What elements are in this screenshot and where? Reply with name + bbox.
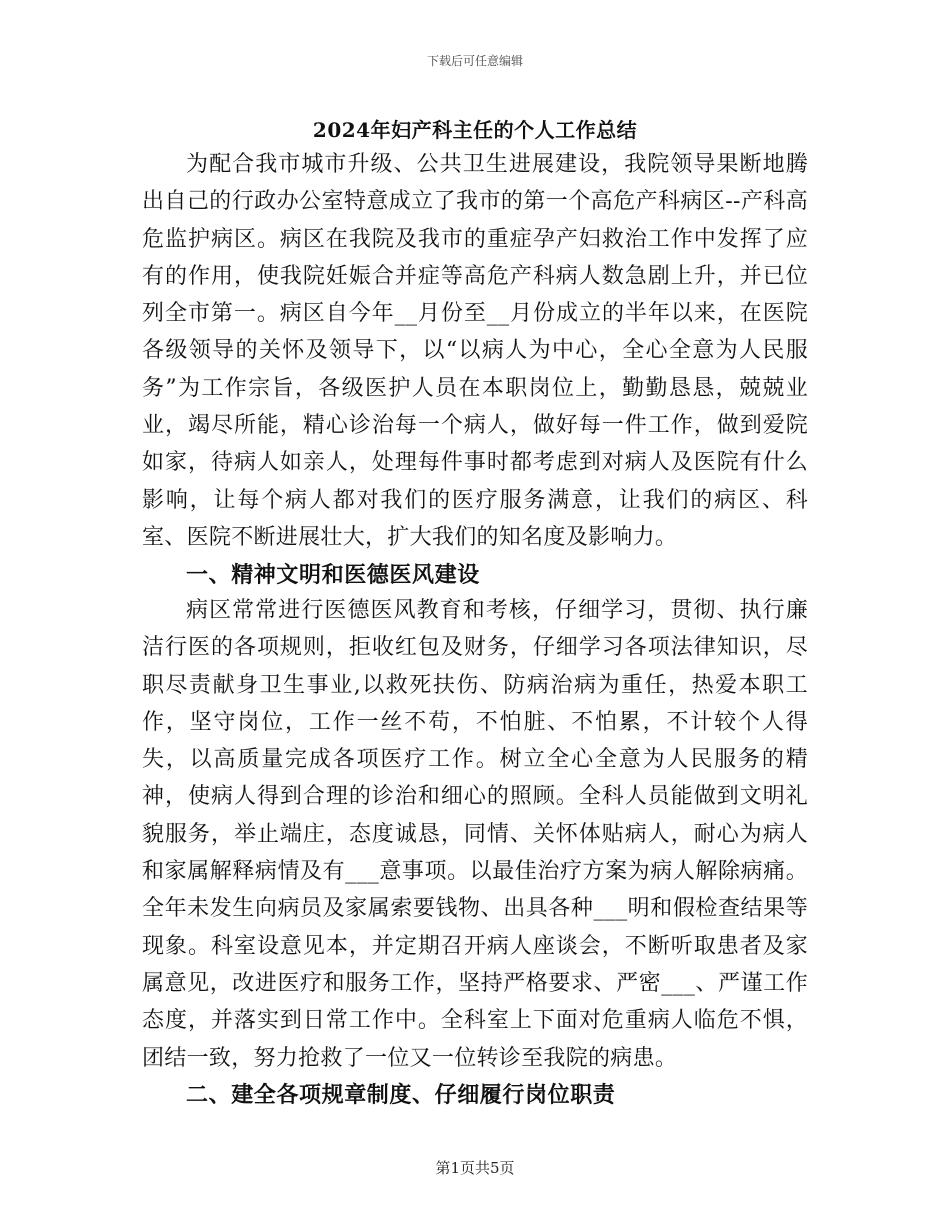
document-title: 2024年妇产科主任的个人工作总结 bbox=[312, 118, 638, 142]
section-1-heading: 一、精神文明和医德医风建设 bbox=[186, 562, 480, 588]
intro-paragraph: 为配合我市城市升级、公共卫生进展建设，我院领导果断地腾出自己的行政办公室特意成立了我市的第一个高危产科病区--产科高危监护病区。病区在我院及我市的重症孕产妇救治工作中发挥了应有的作用，使我院妊娠合并症等高危产科病人数急剧上升，并已位列全市第一。病区自今年__月份至__月份成立的半年以来，在医院各级领导的关怀及领导下，以“以病人为中心，全心全意为人民服务”为工作宗旨，各级医护人员在本职岗位上，勤勤恳恳，兢兢业业，竭尽所能，精心诊治每一个病人，做好每一件工作，做到爱院如家，待病人如亲人，处理每件事时都考虑到对病人及医院有什么影响，让每个病人都对我们的医疗服务满意，让我们的病区、科室、医院不断进展壮大，扩大我们的知名度及影响力。 bbox=[142, 152, 808, 550]
section-1-paragraph: 病区常常进行医德医风教育和考核，仔细学习，贯彻、执行廉洁行医的各项规则，拒收红包及财务，仔细学习各项法律知识，尽职尽责献身卫生事业,以救死扶伤、防病治病为重任，热爱本职工作，坚守岗位，工作一丝不苟，不怕脏、不怕累，不计较个人得失，以高质量完成各项医疗工作。树立全心全意为人民服务的精神，使病人得到合理的诊治和细心的照顾。全科人员能做到文明礼貌服务，举止端庄，态度诚恳，同情、关怀体贴病人，耐心为病人和家属解释病情及有___意事项。以最佳治疗方案为病人解除病痛。全年未发生向病员及家属索要钱物、出具各种___明和假检查结果等现象。科室设意见本，并定期召开病人座谈会，不断听取患者及家属意见，改进医疗和服务工作，坚持严格要求、严密___、严谨工作态度，并落实到日常工作中。全科室上下面对危重病人临危不惧，团结一致，努力抢救了一位又一位转诊至我院的病患。 bbox=[142, 598, 808, 1071]
section-2-heading: 二、建全各项规章制度、仔细履行岗位职责 bbox=[186, 1082, 616, 1108]
header-note: 下载后可任意编辑 bbox=[426, 54, 523, 68]
page-number: 第1页共5页 bbox=[435, 1159, 515, 1177]
